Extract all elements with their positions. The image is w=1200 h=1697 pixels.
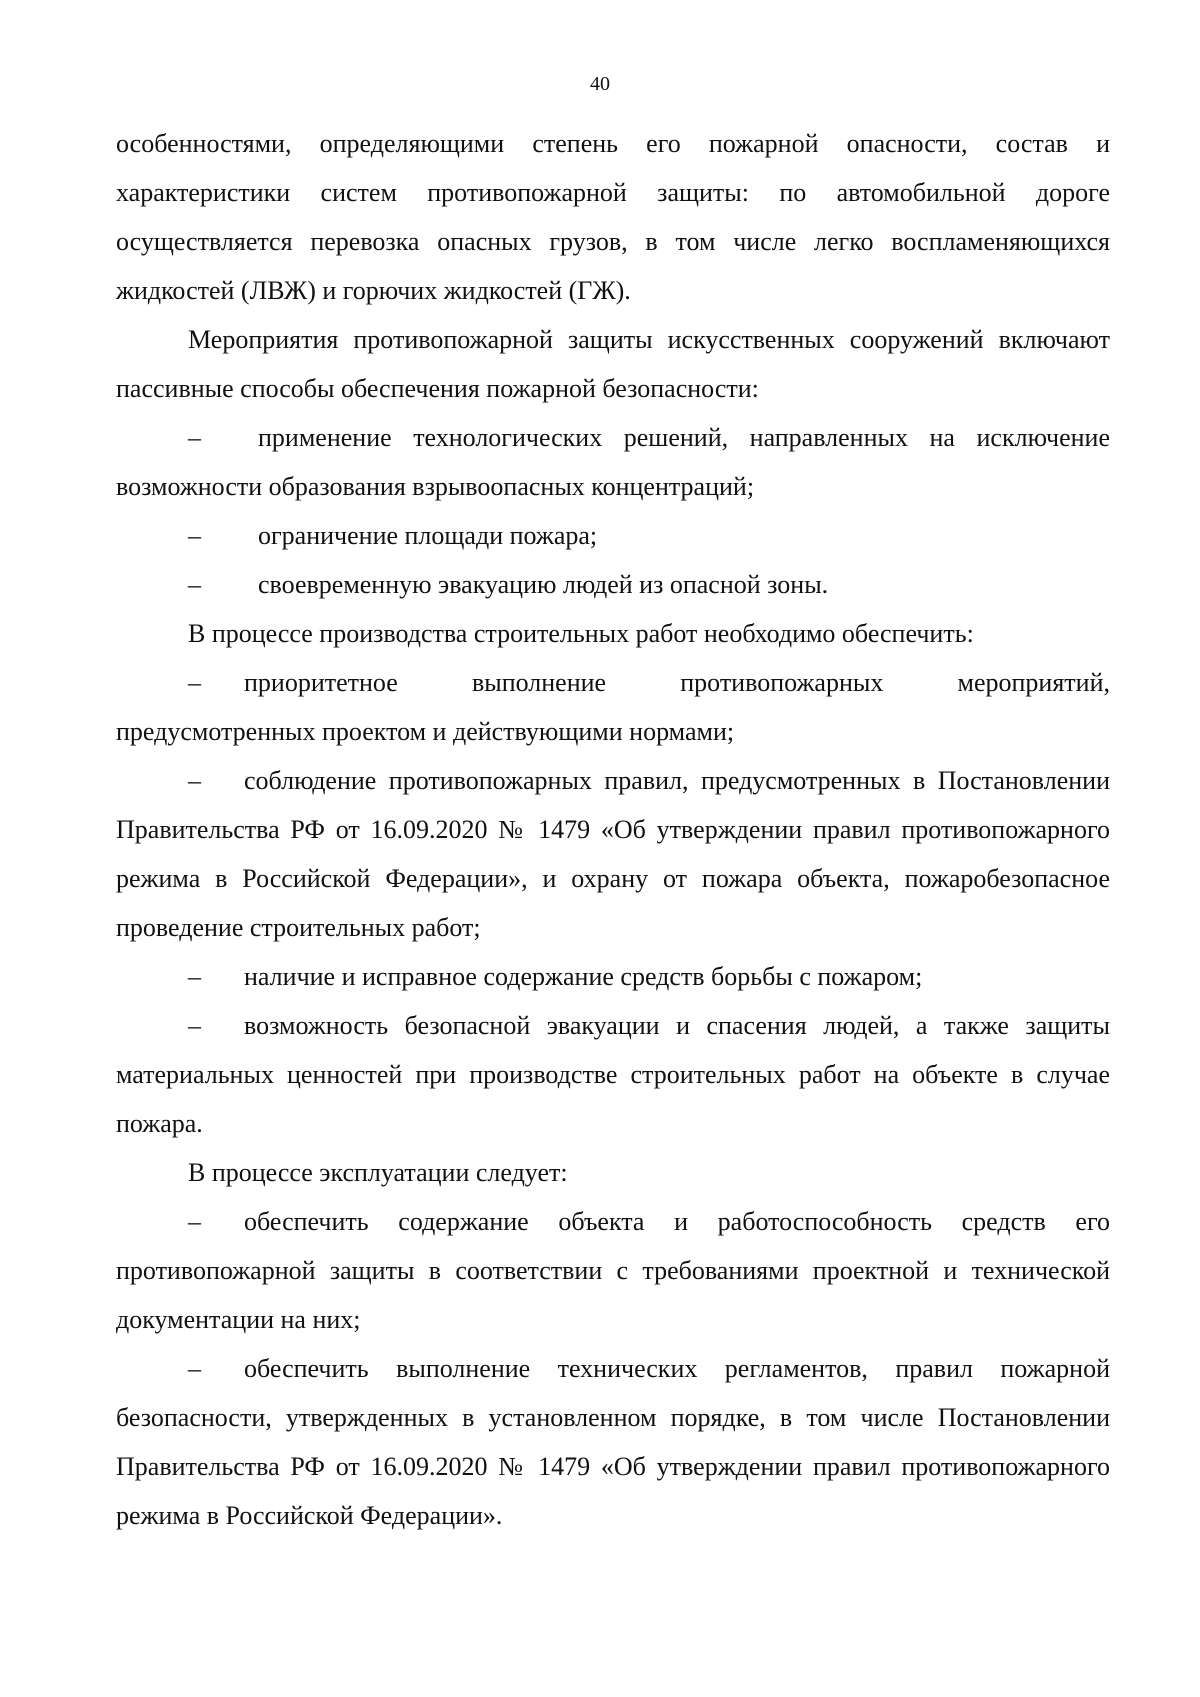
list-item-text: соблюдение противопожарных правил, предусмотренных в Постановлении Правительства РФ от 16.09.2020 № 1479 «Об утверждении правил противопожарного режима в Российской Федерации», и охрану от пожара объекта, пожаробезопасное проведение строительных работ; xyxy=(116,766,1110,942)
list-item-1 xyxy=(116,413,1110,511)
list-item-6 xyxy=(116,952,1110,1001)
list-item-3 xyxy=(116,560,1110,609)
dash-marker: – xyxy=(188,1354,201,1383)
list-item-2 xyxy=(116,511,1110,560)
dash-marker: – xyxy=(188,423,201,452)
list-item-9 xyxy=(116,1344,1110,1540)
list-item-text: возможность безопасной эвакуации и спасения людей, а также защиты материальных ценностей при производстве строительных работ на объекте в случае пожара. xyxy=(116,1011,1110,1138)
dash-marker: – xyxy=(188,962,201,991)
dash-marker: – xyxy=(188,1011,201,1040)
list-item-text: ограничение площади пожара; xyxy=(258,521,598,550)
dash-marker: – xyxy=(188,1207,201,1236)
list-item-text: своевременную эвакуацию людей из опасной зоны. xyxy=(258,570,829,599)
list-item-4 xyxy=(116,658,1110,756)
list-item-text: обеспечить содержание объекта и работоспособность средств его противопожарной защиты в соответствии с требованиями проектной и технической документации на них; xyxy=(116,1207,1110,1334)
list-item-8 xyxy=(116,1197,1110,1344)
list-item-text: наличие и исправное содержание средств борьбы с пожаром; xyxy=(244,962,923,991)
paragraph-3: В процессе производства строительных работ необходимо обеспечить: xyxy=(188,619,974,648)
list-item-7 xyxy=(116,1001,1110,1148)
paragraph-2: Мероприятия противопожарной защиты искусственных сооружений включают пассивные способы обеспечения пожарной безопасности: xyxy=(116,325,1110,403)
dash-marker: – xyxy=(188,521,201,550)
dash-marker: – xyxy=(188,668,201,697)
document-body xyxy=(116,119,1110,1540)
list-item-text: применение технологических решений, направленных на исключение возможности образования взрывоопасных концентраций; xyxy=(116,423,1110,501)
list-item-5 xyxy=(116,756,1110,952)
paragraph-1: особенностями, определяющими степень его пожарной опасности, состав и характеристики систем противопожарной защиты: по автомобильной дороге осуществляется перевозка опасных грузов, в том числе легко воспламеняющихся жидкостей (ЛВЖ) и горючих жидкостей (ГЖ). xyxy=(116,129,1110,305)
list-item-text: приоритетное выполнение противопожарных мероприятий, предусмотренных проектом и действующими нормами; xyxy=(116,668,1110,746)
list-item-text: обеспечить выполнение технических регламентов, правил пожарной безопасности, утвержденных в установленном порядке, в том числе Постановлении Правительства РФ от 16.09.2020 № 1479 «Об утверждении правил противопожарного режима в Российской Федерации». xyxy=(116,1354,1110,1530)
dash-marker: – xyxy=(188,570,201,599)
page-number: 40 xyxy=(590,73,610,95)
dash-marker: – xyxy=(188,766,201,795)
paragraph-4: В процессе эксплуатации следует: xyxy=(188,1158,568,1187)
